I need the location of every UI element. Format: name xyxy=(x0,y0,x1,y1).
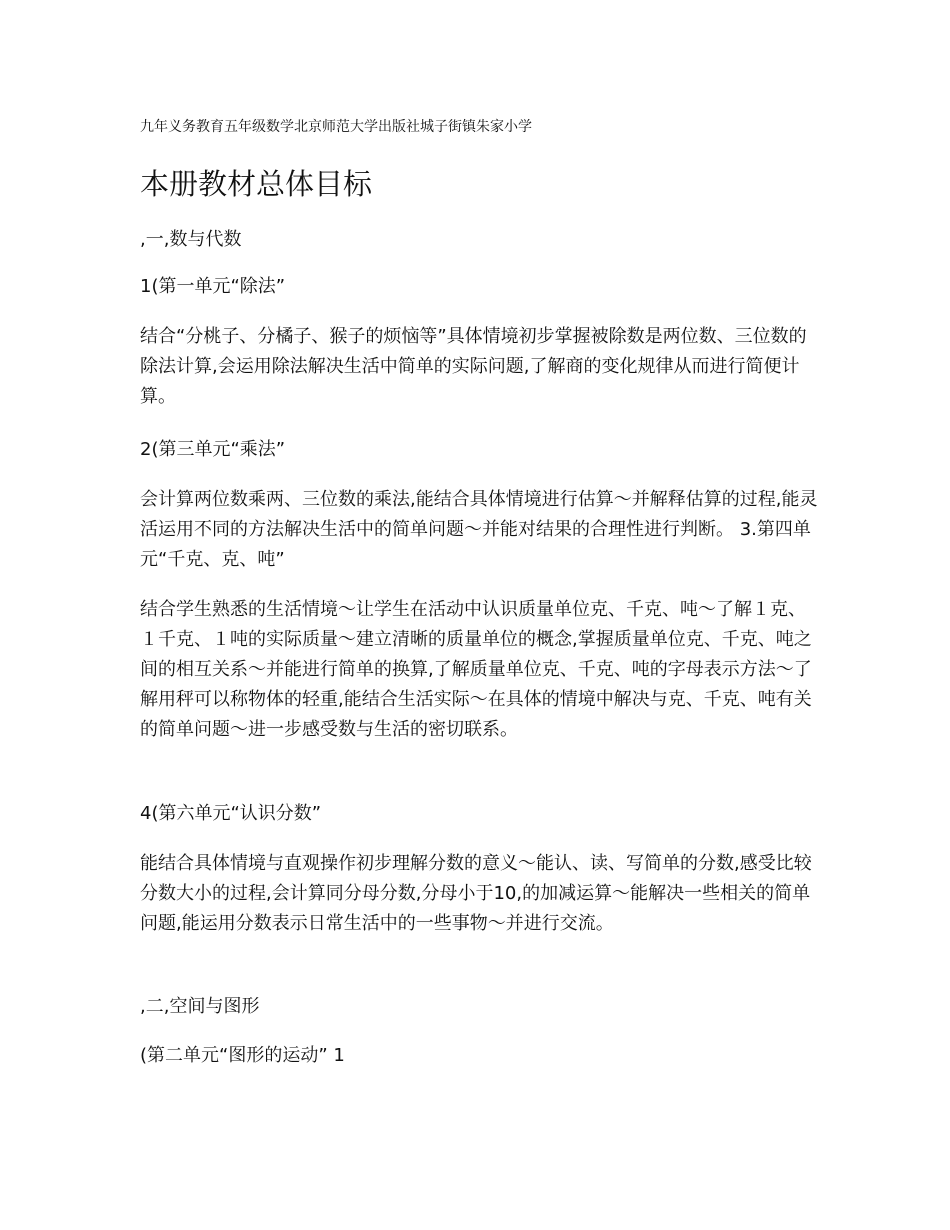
unit2-heading: (第二单元“图形的运动” 1 xyxy=(140,1045,345,1066)
document-title: 本册教材总体目标 xyxy=(140,167,373,201)
unit3-body: 会计算两位数乘两、三位数的乘法,能结合具体情境进行估算～并解释估算的过程,能灵活运用不同的方法解决生活中的简单问题～并能对结果的合理性进行判断。 3.第四单元“千克、克、吨” xyxy=(140,489,818,570)
unit6-body: 能结合具体情境与直观操作初步理解分数的意义～能认、读、写简单的分数,感受比较分数大小的过程,会计算同分母分数,分母小于10,的加减运算～能解决一些相关的简单问题,能运用分数表示日常生活中的一些事物～并进行交流。 xyxy=(140,853,812,934)
section-heading-space-shapes: ,二,空间与图形 xyxy=(140,996,260,1017)
section-heading-number-algebra: ,一,数与代数 xyxy=(140,229,242,250)
unit4-body: 结合学生熟悉的生活情境～让学生在活动中认识质量单位克、千克、吨～了解１克、１千克、１吨的实际质量～建立清晰的质量单位的概念,掌握质量单位克、千克、吨之间的相互关系～并能进行简单的换算,了解质量单位克、千克、吨的字母表示方法～了解用秤可以称物体的轻重,能结合生活实际～在具体的情境中解决与克、千克、吨有关的简单问题～进一步感受数与生活的密切联系。 xyxy=(140,599,812,740)
unit1-heading: 1(第一单元“除法” xyxy=(140,276,286,297)
unit6-heading: 4(第六单元“认识分数” xyxy=(140,803,322,824)
document-header: 九年义务教育五年级数学北京师范大学出版社城子街镇朱家小学 xyxy=(140,119,532,135)
unit1-body: 结合“分桃子、分橘子、猴子的烦恼等”具体情境初步掌握被除数是两位数、三位数的除法计算,会运用除法解决生活中简单的实际问题,了解商的变化规律从而进行简便计算。 xyxy=(140,326,807,407)
unit3-heading: 2(第三单元“乘法” xyxy=(140,439,286,460)
